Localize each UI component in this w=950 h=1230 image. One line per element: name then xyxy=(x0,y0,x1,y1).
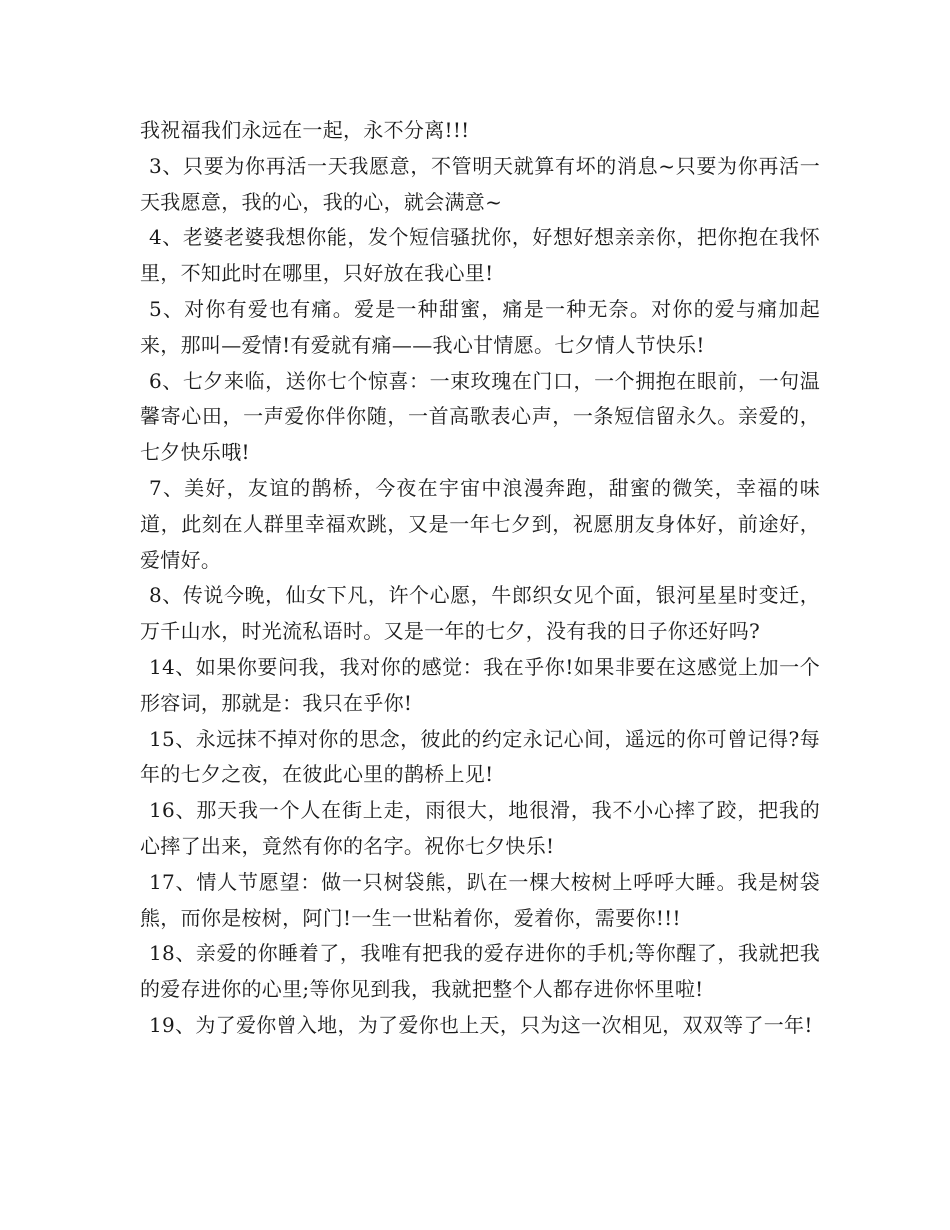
document-body xyxy=(140,113,820,1044)
paragraph-6: 8、传说今晚，仙女下凡，许个心愿，牛郎织女见个面，银河星星时变迁，万千山水，时光流私语时。又是一年的七夕，没有我的日子你还好吗? xyxy=(140,583,820,644)
paragraph-2: 4、老婆老婆我想你能，发个短信骚扰你，好想好想亲亲你，把你抱在我怀里，不知此时在哪里，只好放在我心里! xyxy=(140,225,820,286)
paragraph-5: 7、美好，友谊的鹊桥，今夜在宇宙中浪漫奔跑，甜蜜的微笑，幸福的味道，此刻在人群里幸福欢跳，又是一年七夕到，祝愿朋友身体好，前途好，爱情好。 xyxy=(140,475,820,572)
paragraph-8: 15、永远抹不掉对你的思念，彼此的约定永记心间，遥远的你可曾记得?每年的七夕之夜，在彼此心里的鹊桥上见! xyxy=(140,726,820,787)
paragraph-10: 17、情人节愿望：做一只树袋熊，趴在一棵大桉树上呼呼大睡。我是树袋熊，而你是桉树，阿门!一生一世粘着你，爱着你，需要你!!! xyxy=(140,869,820,930)
paragraph-0: 我祝福我们永远在一起，永不分离!!! xyxy=(140,118,470,142)
paragraph-3: 5、对你有爱也有痛。爱是一种甜蜜，痛是一种无奈。对你的爱与痛加起来，那叫—爱情!有爱就有痛——我心甘情愿。七夕情人节快乐! xyxy=(140,296,820,357)
paragraph-4: 6、七夕来临，送你七个惊喜：一束玫瑰在门口，一个拥抱在眼前，一句温馨寄心田，一声爱你伴你随，一首高歌表心声，一条短信留永久。亲爱的，七夕快乐哦! xyxy=(140,368,820,465)
paragraph-11: 18、亲爱的你睡着了，我唯有把我的爱存进你的手机;等你醒了，我就把我的爱存进你的心里;等你见到我，我就把整个人都存进你怀里啦! xyxy=(140,941,820,1002)
paragraph-7: 14、如果你要问我，我对你的感觉：我在乎你!如果非要在这感觉上加一个形容词，那就是：我只在乎你! xyxy=(140,654,820,715)
paragraph-12: 19、为了爱你曾入地，为了爱你也上天，只为这一次相见，双双等了一年! xyxy=(149,1012,813,1037)
paragraph-9: 16、那天我一个人在街上走，雨很大，地很滑，我不小心摔了跤，把我的心摔了出来，竟然有你的名字。祝你七夕快乐! xyxy=(140,798,820,858)
paragraph-1: 3、只要为你再活一天我愿意，不管明天就算有坏的消息~只要为你再活一天我愿意，我的心，我的心，就会满意~ xyxy=(140,153,820,214)
